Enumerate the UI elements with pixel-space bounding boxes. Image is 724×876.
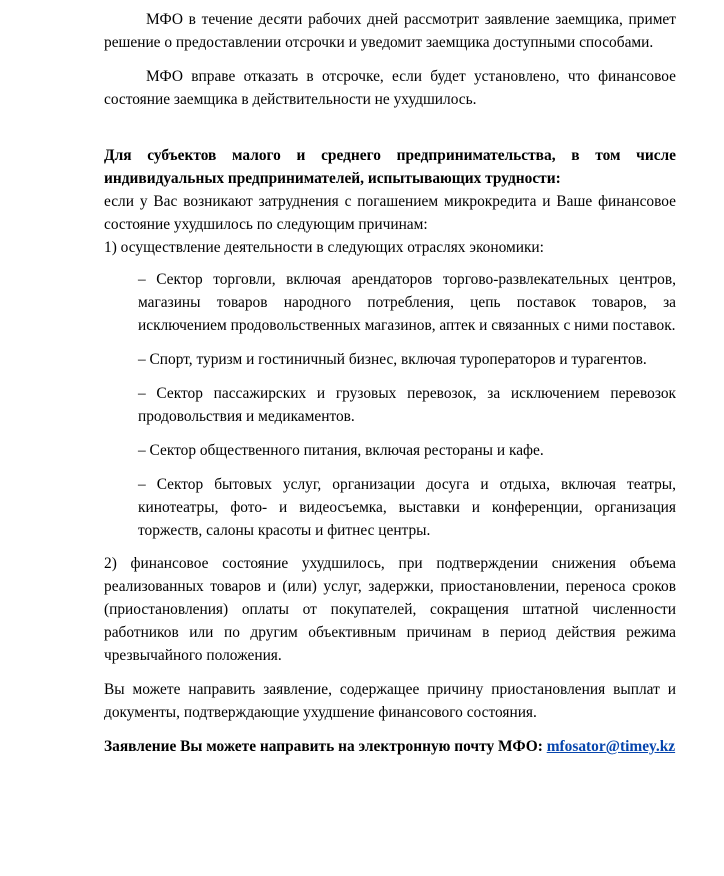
sector-item-catering: – Сектор общественного питания, включая рестораны и кафе. — [138, 442, 544, 459]
email-link[interactable]: mfosator@timey.kz — [546, 738, 676, 755]
intro-paragraph: если у Вас возникают затруднения с погашением микрокредита и Ваше финансовое состояние ухудшилось по следующим причинам: — [104, 193, 676, 233]
refusal-paragraph: МФО вправе отказать в отсрочке, если будет установлено, что финансовое состояние заемщика в действительности не ухудшилось. — [104, 68, 676, 108]
sector-item-transport: – Сектор пассажирских и грузовых перевозок, за исключением перевозок продовольствия и медикаментов. — [138, 385, 676, 425]
sector-item-trade: – Сектор торговли, включая арендаторов торгово-развлекательных центров, магазины товаров народного потребления, цепь поставок товаров, за исключением продовольственных магазинов, аптек и связанных с ними поставок. — [138, 271, 676, 334]
apply-paragraph: Вы можете направить заявление, содержащее причину приостановления выплат и документы, подтверждающие ухудшение финансового состояния. — [104, 681, 676, 721]
document-page — [104, 8, 676, 758]
section-heading: Для субъектов малого и среднего предпринимательства, в том числе индивидуальных предпринимателей, испытывающих трудности: — [104, 147, 676, 187]
email-label: Заявление Вы можете направить на электронную почту МФО: — [104, 738, 543, 755]
sector-list — [138, 268, 676, 542]
reason-2: 2) финансовое состояние ухудшилось, при подтверждении снижения объема реализованных товаров и (или) услуг, задержки, приостановлении, переноса сроков (приостановления) оплаты от покупателей, сокращения штатной численности работников или по другим объективным причинам в период действия режима чрезвычайного положения. — [104, 555, 676, 664]
sector-item-household-services: – Сектор бытовых услуг, организации досуга и отдыха, включая театры, кинотеатры, фото- и видеосъемка, выставки и конференции, организация торжеств, салоны красоты и фитнес центры. — [138, 476, 676, 539]
review-paragraph: МФО в течение десяти рабочих дней рассмотрит заявление заемщика, примет решение о предоставлении отсрочки и уведомит заемщика доступными способами. — [104, 11, 676, 51]
reason-1: 1) осуществление деятельности в следующих отраслях экономики: — [104, 239, 544, 256]
email-paragraph — [104, 735, 676, 758]
sector-item-sport-tourism: – Спорт, туризм и гостиничный бизнес, включая туроператоров и турагентов. — [138, 351, 647, 368]
